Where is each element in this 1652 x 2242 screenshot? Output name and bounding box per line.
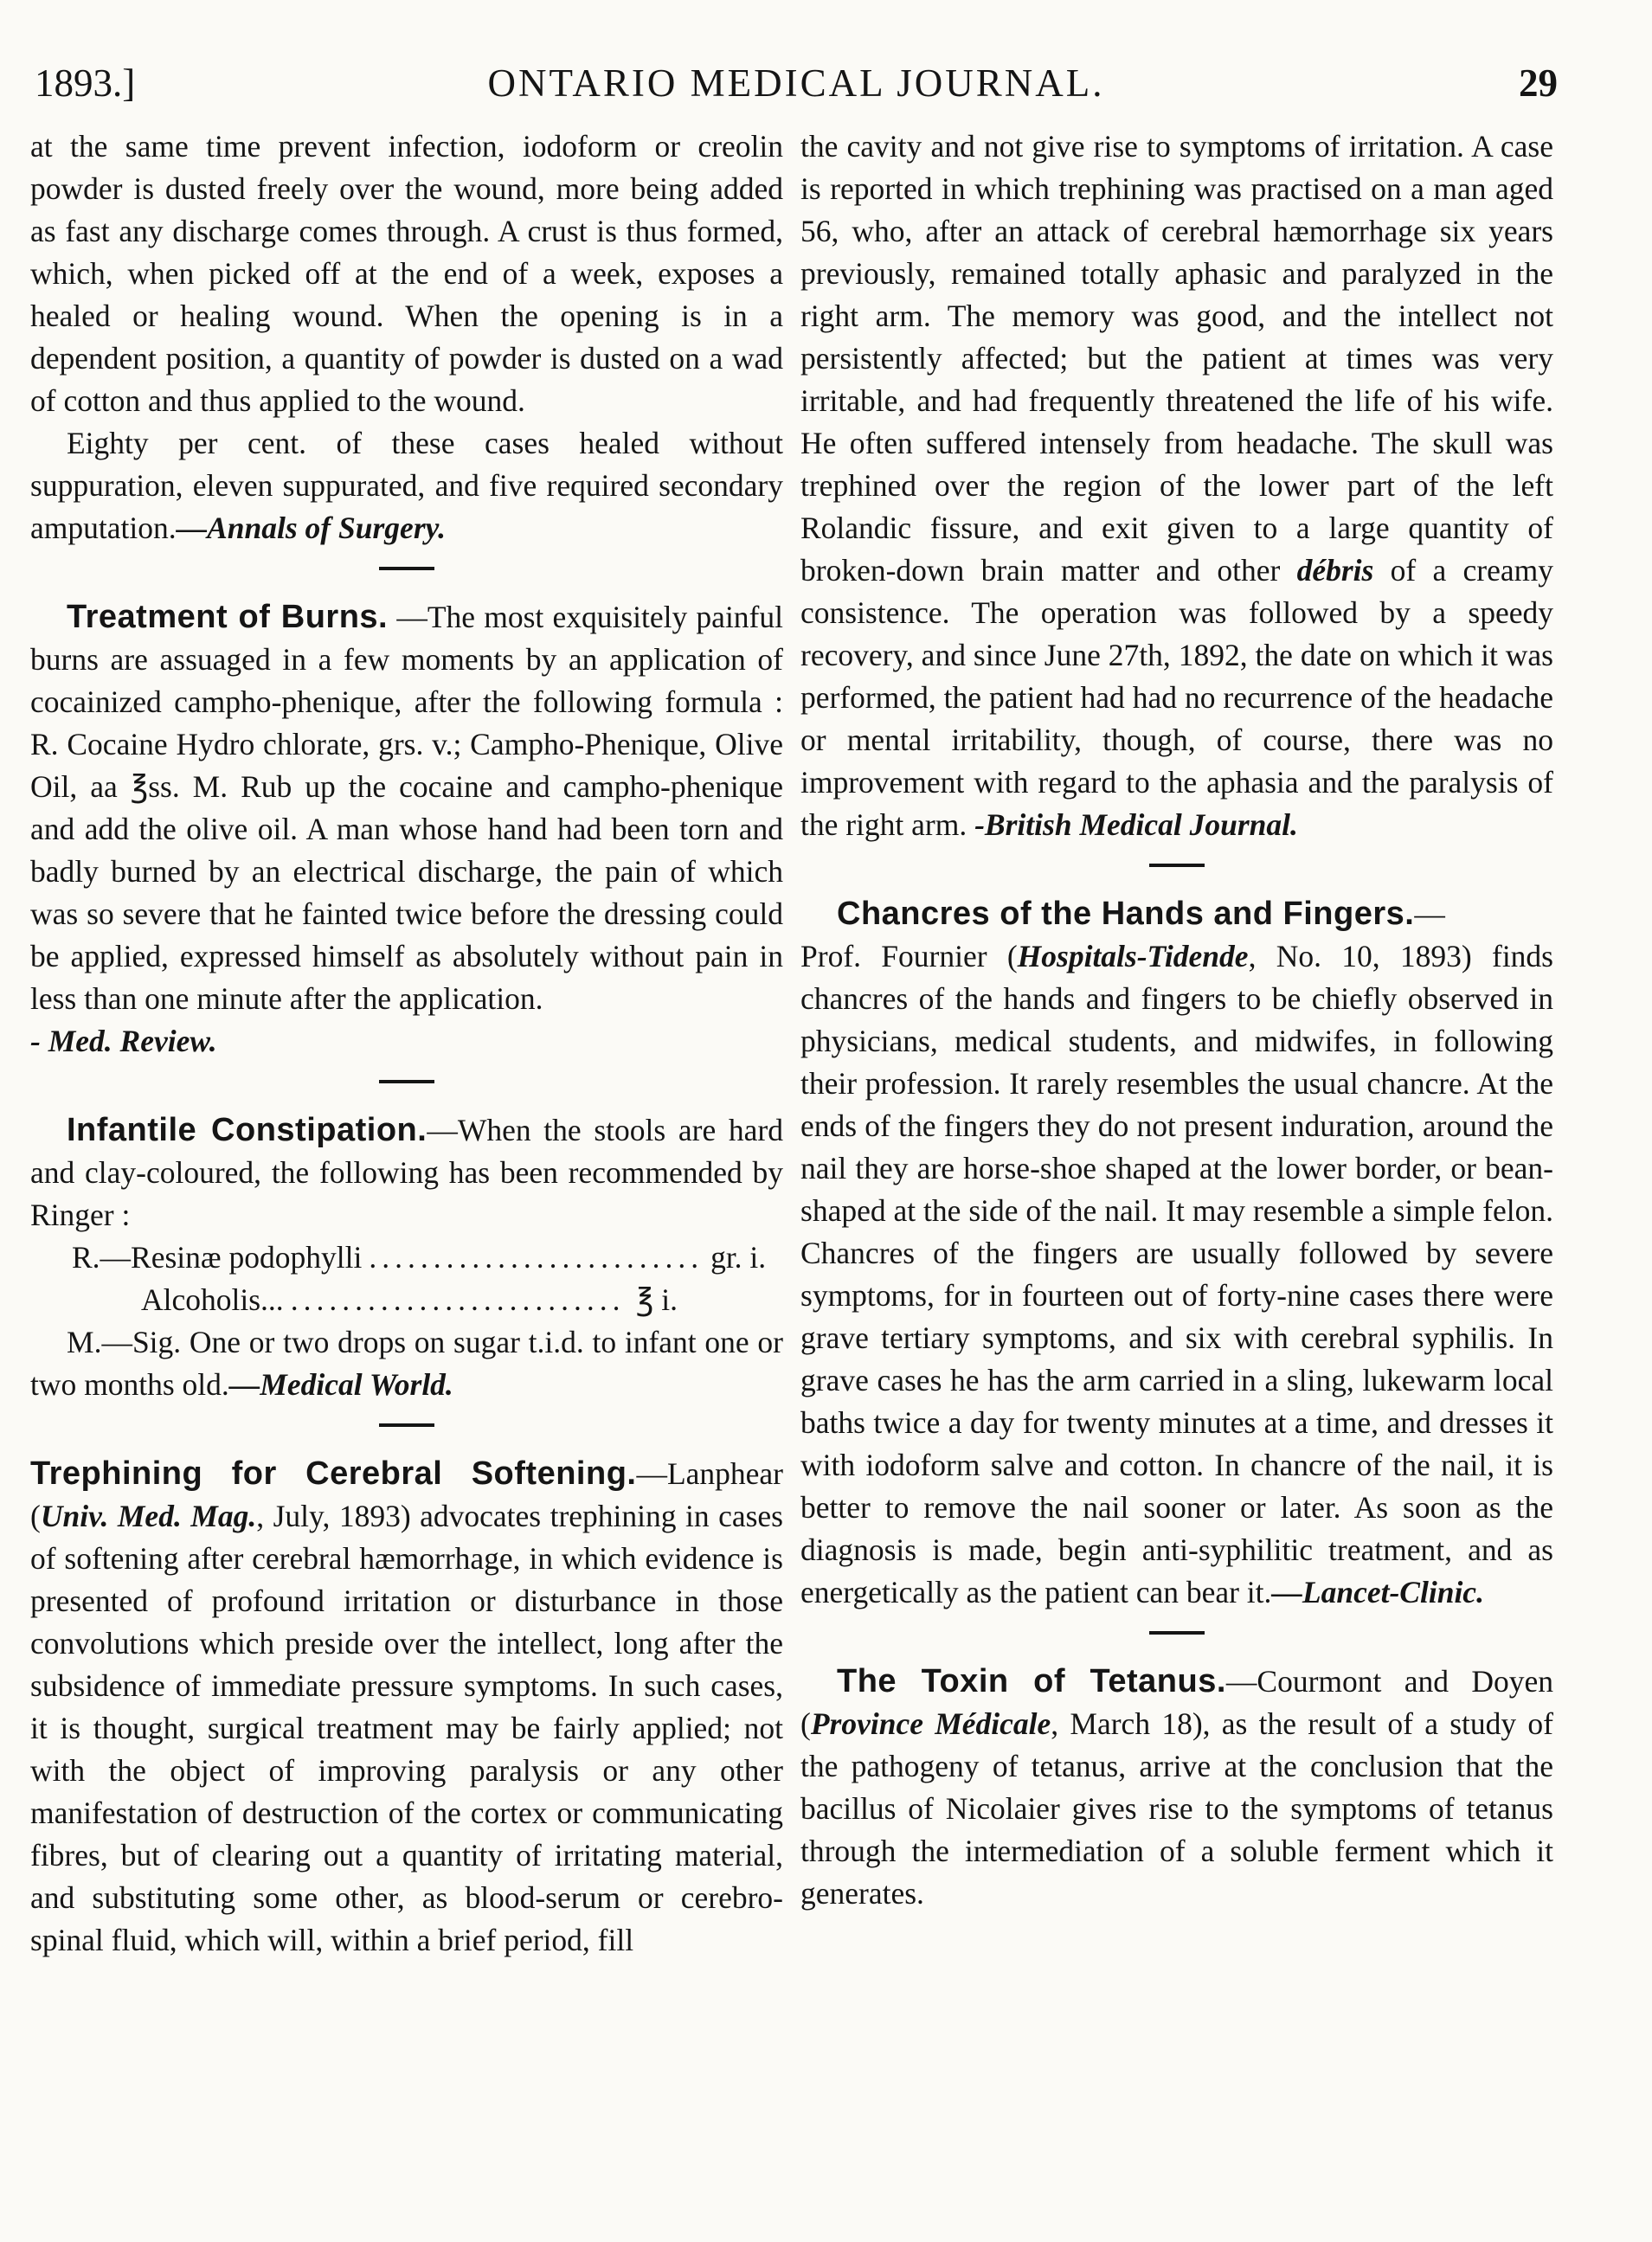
signa-text: M.—Sig. One or two drops on sugar t.i.d. to infant one or two months old.	[30, 1325, 783, 1402]
prescription-line	[30, 1279, 678, 1321]
prescription-quantity: gr. i.	[710, 1240, 767, 1275]
heading-trephining: Trephining for Cerebral Softening.	[30, 1455, 637, 1492]
section-divider	[379, 1080, 434, 1083]
section-divider	[379, 1423, 434, 1427]
heading-dash: —	[1414, 896, 1445, 931]
section-divider	[1149, 1631, 1205, 1635]
chancres-body-paragraph	[800, 935, 1553, 1614]
citation-british-medical-journal: -British Medical Journal.	[967, 807, 1298, 842]
burns-citation-line	[30, 1020, 783, 1063]
burns-body: —The most exquisitely painful burns are assuaged in a few moments by an application of cocainized campho-phenique, after the following formula : R. Cocaine Hydro chlorate, grs. v.; Campho-Phenique, Olive Oil, aa ℥ss. M. Rub up the cocaine and campho-phenique and add the olive oil. A man whose hand had been torn and badly burned by an electrical discharge, the pain of which was so severe that he fainted twice before the dressing could be applied, expressed himself as absolutely without pain in less than one minute after the application.	[30, 600, 783, 1016]
tetanus-body: , March 18), as the result of a study of the pathogeny of tetanus, arrive at the conclusion that the bacillus of Nicolaier gives rise to the symptoms of tetanus through the intermediation of a soluble ferment which it generates.	[800, 1706, 1553, 1911]
citation-annals-of-surgery: —Annals of Surgery.	[176, 511, 446, 545]
article-treatment-of-burns	[30, 596, 783, 1020]
trephining-body-start: Lanphear (	[30, 1456, 783, 1533]
trephining-cont-text-2: of a creamy consistence. The operation was followed by a speedy recovery, and since June 27th, 1892, the date on which it was performed, the patient had had no recurrence of the headache or mental irritability, though, of course, there was no improvement with regard to the aphasia and the paralysis of the right arm.	[800, 553, 1553, 842]
debris-term: débris	[1296, 553, 1374, 588]
constipation-signa	[30, 1321, 783, 1406]
journal-title: ONTARIO MEDICAL JOURNAL.	[487, 61, 1105, 105]
heading-treatment-of-burns: Treatment of Burns.	[67, 599, 389, 635]
right-column	[800, 125, 1553, 1915]
prescription-line	[30, 1237, 767, 1279]
source-univ-med-mag: Univ. Med. Mag.	[40, 1499, 257, 1533]
source-hospitals-tidende: Hospitals-Tidende	[1017, 939, 1249, 973]
heading-dash: —	[636, 1456, 667, 1491]
running-header	[35, 61, 1558, 121]
trephining-continued	[800, 125, 1553, 846]
left-column	[30, 125, 783, 1962]
chancres-body-start: Prof. Fournier (	[800, 939, 1018, 973]
article-toxin-of-tetanus	[800, 1661, 1553, 1915]
prescription-block	[30, 1237, 783, 1321]
prescription-ingredient: R.—Resinæ podophylli	[72, 1240, 363, 1275]
leader-dots: ..........................	[369, 1240, 704, 1275]
section-divider	[379, 567, 434, 570]
constipation-body: —When the stools are hard and clay-coloured, the following has been recommended by Ringer :	[30, 1113, 784, 1232]
prescription-quantity: ℥ i.	[635, 1282, 678, 1317]
trephining-body: , July, 1893) advocates trephining in cases of softening after cerebral hæmorrhage, in which evidence is presented of profound irritation or disturbance in those convolutions which preside over the intellect, long after the subsidence of immediate pressure symptoms. In such cases, it is thought, surgical treatment may be fairly applied; not with the object of improving paralysis or any other manifestation of destruction of the cortex or communicating fibres, but of clearing out a quantity of irritating material, and substituting some other, as blood-serum or cerebro-spinal fluid, which will, within a brief period, fill	[30, 1499, 783, 1957]
leader-dots: ..........................	[290, 1282, 626, 1317]
article-trephining	[30, 1453, 783, 1962]
citation-medical-world: —Medical World.	[228, 1367, 453, 1402]
tetanus-body-start: —Courmont and Doyen (	[800, 1664, 1553, 1741]
surgery-results-paragraph	[30, 422, 783, 549]
surgery-results-text: Eighty per cent. of these cases healed without suppuration, eleven suppurated, and five required secondary amputation.	[30, 426, 783, 545]
source-province-medicale: Province Médicale	[810, 1706, 1051, 1741]
header-year: 1893.]	[35, 61, 136, 105]
prescription-ingredient: Alcoholis...	[141, 1282, 284, 1317]
article-chancres	[800, 893, 1553, 935]
heading-toxin-of-tetanus: The Toxin of Tetanus.	[837, 1663, 1226, 1699]
surgery-paragraph: at the same time prevent infection, iodoform or creolin powder is dusted freely over the wound, more being added as fast any discharge comes through. A crust is thus formed, which, when picked off at the end of a week, exposes a healed or healing wound. When the opening is in a dependent position, a quantity of powder is dusted on a wad of cotton and thus applied to the wound.	[30, 129, 783, 418]
citation-med-review: - Med. Review.	[30, 1024, 217, 1058]
section-divider	[1149, 864, 1205, 867]
page-number: 29	[1519, 61, 1558, 105]
heading-infantile-constipation: Infantile Constipation.	[67, 1112, 427, 1148]
chancres-body: , No. 10, 1893) finds chancres of the hands and fingers to be chiefly observed in physicians, medical students, and midwifes, in following their profession. It rarely resembles the usual chancre. At the ends of the fingers they do not present induration, around the nail they are horse-shoe shaped at the lower border, or bean-shaped at the side of the nail. It may resemble a simple felon. Chancres of the fingers are usually followed by severe symptoms, for in fourteen out of forty-nine cases there were grave tertiary symptoms, and six with cerebral syphilis. In grave cases he has the arm carried in a sling, lukewarm local baths twice a day for twenty minutes at a time, and dresses it with iodoform salve and cotton. In chancre of the nail, it is better to remove the nail sooner or later. As soon as the diagnosis is made, begin anti-syphilitic treatment, and as energetically as the patient can bear it.	[800, 939, 1554, 1609]
heading-chancres: Chancres of the Hands and Fingers.	[837, 896, 1415, 932]
trephining-cont-text: the cavity and not give rise to symptoms of irritation. A case is reported in which trephining was practised on a man aged 56, who, after an attack of cerebral hæmorrhage six years previously, remained totally aphasic and paralyzed in the right arm. The memory was good, and the intellect not persistently affected; but the patient at times was very irritable, and had frequently threatened the life of his wife. He often suffered intensely from headache. The skull was trephined over the region of the lower part of the left Rolandic fissure, and exit given to a large quantity of broken-down brain matter and other	[800, 129, 1553, 588]
article-infantile-constipation	[30, 1109, 783, 1237]
citation-lancet-clinic: —Lancet-Clinic.	[1271, 1575, 1484, 1609]
